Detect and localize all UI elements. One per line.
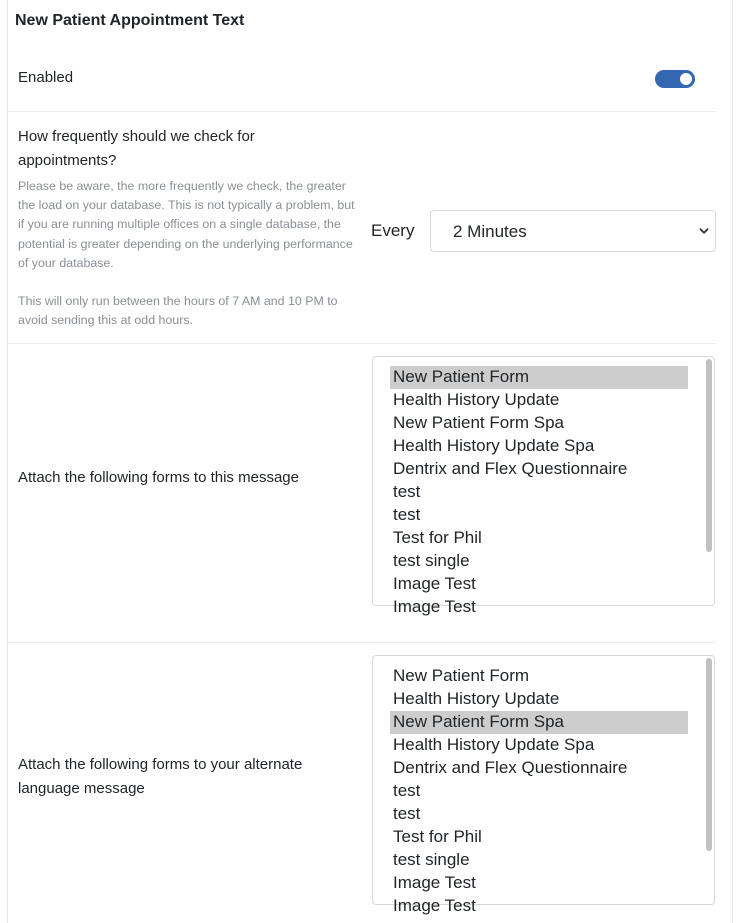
form-option[interactable]: Dentrix and Flex Questionnaire — [393, 758, 628, 777]
forms-primary-label: Attach the following forms to this message — [18, 469, 299, 486]
frequency-select-value: 2 Minutes — [453, 222, 527, 241]
form-option[interactable]: Test for Phil — [393, 827, 482, 846]
form-option[interactable]: New Patient Form — [393, 666, 530, 685]
every-label: Every — [371, 221, 415, 240]
scrollbar-thumb[interactable] — [706, 658, 712, 851]
forms-alternate-label: Attach the following forms to your alternate language message — [18, 756, 303, 797]
scrollbar-thumb[interactable] — [706, 359, 712, 552]
form-option[interactable]: Image Test — [393, 574, 476, 593]
forms-primary-list — [373, 357, 714, 619]
form-option[interactable]: Image Test — [393, 896, 476, 915]
form-option[interactable]: New Patient Form Spa — [393, 413, 565, 432]
scrollbar[interactable] — [705, 657, 713, 903]
forms-alternate-list — [373, 656, 714, 918]
row-divider — [8, 343, 716, 344]
form-option[interactable]: test single — [393, 850, 470, 869]
form-option[interactable]: test — [393, 482, 421, 501]
section-title: New Patient Appointment Text — [15, 12, 245, 29]
form-option[interactable]: Dentrix and Flex Questionnaire — [393, 459, 628, 478]
forms-alternate-listbox[interactable] — [372, 655, 715, 915]
forms-primary-listbox[interactable] — [372, 356, 715, 616]
enabled-toggle[interactable] — [655, 70, 695, 88]
form-option[interactable]: test single — [393, 551, 470, 570]
form-option[interactable]: test — [393, 781, 421, 800]
enabled-label: Enabled — [18, 69, 74, 86]
form-option[interactable]: Image Test — [393, 597, 476, 616]
form-option[interactable]: New Patient Form Spa — [390, 711, 688, 734]
scrollbar[interactable] — [705, 358, 713, 604]
frequency-question: How frequently should we check for appointments? — [18, 128, 255, 169]
help-paragraph: Please be aware, the more frequently we check, the greater the load on your database. This is not typically a problem, but if you are running multiple offices on a single database, the potential is greater depending on the underlying performance of your database. — [18, 179, 355, 270]
form-option[interactable]: New Patient Form — [390, 366, 688, 389]
row-divider — [8, 111, 716, 112]
form-option[interactable]: Image Test — [393, 873, 476, 892]
form-option[interactable]: test — [393, 505, 421, 524]
frequency-help-text — [18, 177, 363, 330]
chevron-down-icon — [699, 226, 709, 236]
form-option[interactable]: Health History Update Spa — [393, 436, 595, 455]
toggle-knob — [680, 73, 692, 85]
form-option[interactable]: test — [393, 804, 421, 823]
form-option[interactable]: Health History Update — [393, 689, 560, 708]
row-divider — [8, 642, 716, 643]
help-paragraph: This will only run between the hours of 7 AM and 10 PM to avoid sending this at odd hours. — [18, 294, 338, 328]
form-option[interactable]: Health History Update — [393, 390, 560, 409]
form-option[interactable]: Health History Update Spa — [393, 735, 595, 754]
form-option[interactable]: Test for Phil — [393, 528, 482, 547]
frequency-select[interactable] — [430, 210, 716, 252]
